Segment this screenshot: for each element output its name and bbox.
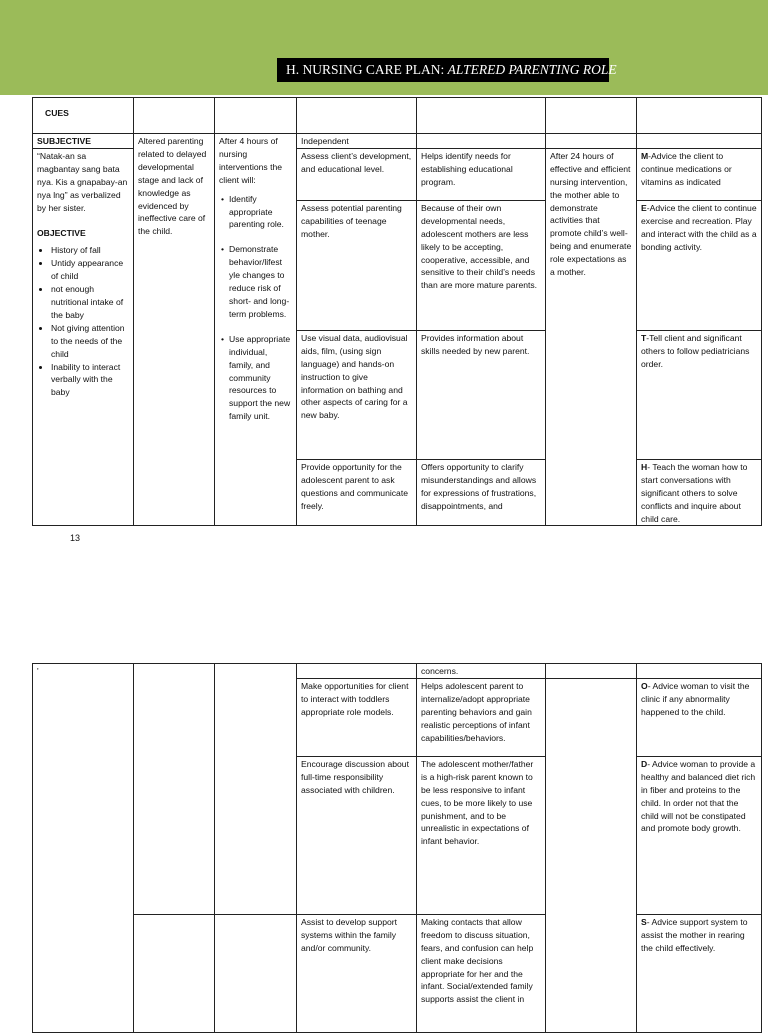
method-letter: M [641, 150, 649, 161]
cues-header-cell [33, 98, 134, 134]
empty-cell [637, 134, 762, 149]
intervention-text: Assess client’s development, and educational level. [301, 150, 412, 174]
subjective-text: “Natak-an sa magbantay sang bata nya. Kis a gnapabay-an nya lng” as verbalized by her sister. [37, 150, 128, 213]
intervention-text: Assess potential parenting capabilities of teenage mother. [301, 202, 402, 239]
subjective-label: SUBJECTIVE [37, 136, 91, 146]
header-cell [546, 98, 637, 134]
objective-item: • Identify appropriate parenting role. [229, 193, 292, 232]
method-letter: H [641, 461, 648, 472]
method-cell [637, 678, 762, 756]
intervention-cell [297, 459, 417, 526]
objectives-list [219, 193, 292, 424]
cues-cell [33, 664, 134, 1033]
intervention-cell [297, 200, 417, 330]
header-cell [134, 98, 215, 134]
rationale-text: Provides information about skills needed by new parent. [421, 332, 530, 356]
intervention-text: Encourage discussion about full-time responsibility associated with children. [301, 758, 409, 795]
objectives-intro: After 4 hours of nursing interventions the client will: [219, 136, 283, 185]
method-item [641, 680, 757, 719]
subjective-label-cell [33, 134, 134, 149]
empty-cell [637, 664, 762, 679]
care-plan-table-page2 [32, 663, 762, 1033]
objectives-cell [215, 664, 297, 915]
method-letter: S [641, 916, 647, 927]
intervention-cell [297, 914, 417, 1032]
method-item [641, 461, 757, 526]
intervention-cell [297, 148, 417, 200]
rationale-cell [417, 664, 546, 679]
cues-header: CUES [45, 108, 69, 118]
objective-item: • Use appropriate individual, family, and community resources to support the new family unit. [229, 333, 292, 423]
method-cell [637, 200, 762, 330]
header-cell [637, 98, 762, 134]
intervention-cell [297, 756, 417, 914]
objectives-cell [215, 914, 297, 1032]
method-text: -Advice the client to continue medications or vitamins as indicated [641, 150, 732, 187]
page-title [277, 58, 617, 82]
method-text: - Advice support system to assist the mother in rearing the child effectively. [641, 916, 748, 953]
intervention-text: Provide opportunity for the adolescent parent to ask questions and communicate freely. [301, 461, 409, 511]
objective-item: • Demonstrate behavior/lifest yle changes to reduce risk of short- and long-term problems. [229, 243, 292, 320]
diagnosis-cell [134, 134, 215, 526]
method-item [641, 758, 757, 835]
rationale-text: Because of their own developmental needs, adolescent mothers are less likely to be accepting, cooperative, accessible, and sensitive to their child’s needs than are more mature parents. [421, 202, 538, 291]
objective-cue-item: • Not giving attention to the needs of the child [51, 322, 129, 361]
diagnosis-cell [134, 664, 215, 915]
method-cell [637, 148, 762, 200]
method-letter: O [641, 680, 648, 691]
rationale-cell [417, 148, 546, 200]
method-text: - Advice woman to provide a healthy and balanced diet rich in fiber and proteins to the child. In order not that the child will not be constipated and promote body growth. [641, 758, 756, 834]
intervention-text: Use visual data, audiovisual aids, film, (using sign language) and hands-on instruction to give information on bathing and other aspects of caring for a new baby. [301, 332, 408, 421]
objectives-cell [215, 134, 297, 526]
method-letter: T [641, 332, 647, 343]
method-text: - Teach the woman how to start conversations with significant others to solve conflicts and inquire about child care. [641, 461, 748, 524]
intervention-text: Assist to develop support systems within the family and/or community. [301, 916, 398, 953]
rationale-text: Helps identify needs for establishing educational program. [421, 150, 513, 187]
title-prefix: H. NURSING CARE PLAN: [286, 62, 448, 77]
objective-cue-item: • not enough nutritional intake of the baby [51, 283, 129, 322]
evaluation-cell [546, 678, 637, 1032]
empty-cell [546, 134, 637, 149]
method-text: - Advice woman to visit the clinic if any abnormality happened to the child. [641, 680, 750, 717]
rationale-text: The adolescent mother/father is a high-risk parent known to be less responsive to infant cues, to be more likely to use punishment, and to be unrealistic in expectations of infant behavior. [421, 758, 534, 847]
empty-cell [297, 664, 417, 679]
method-text: -Tell client and significant others to follow pediatricians order. [641, 332, 750, 369]
method-item [641, 332, 757, 371]
title-italic: ALTERED PARENTING ROLE [447, 62, 617, 77]
rationale-text: concerns. [421, 666, 459, 676]
objective-cue-item: • Inability to interact verbally with the baby [51, 361, 129, 400]
rationale-text: Offers opportunity to clarify misunderstandings and allows for expressions of frustrations, disappointments, and [421, 461, 537, 511]
rationale-text: Helps adolescent parent to internalize/adopt appropriate parenting behaviors and gain realistic perceptions of infant capabilities/behaviors. [421, 680, 532, 743]
method-text: -Advice the client to continue exercise and recreation. Play and interact with the child as a bonding activity. [641, 202, 757, 252]
corner-mark: ' [37, 666, 39, 676]
evaluation-cell [546, 148, 637, 526]
cues-cell [33, 148, 134, 526]
rationale-cell [417, 756, 546, 914]
rationale-cell [417, 330, 546, 459]
header-cell [417, 98, 546, 134]
method-letter: E [641, 202, 647, 213]
objective-cue-item: • History of fall [51, 244, 129, 257]
page-number: 13 [70, 533, 81, 543]
method-letter: D [641, 758, 648, 769]
intervention-cell [297, 330, 417, 459]
objective-label: OBJECTIVE [37, 228, 86, 239]
diagnosis-cell [134, 914, 215, 1032]
evaluation-text: After 24 hours of effective and efficient nursing intervention, the mother able to demonstrate activities that promote child’s well-being and enumerate role expectations as a mother. [550, 150, 632, 278]
independent-label: Independent [301, 136, 349, 146]
rationale-cell [417, 200, 546, 330]
header-cell [215, 98, 297, 134]
method-cell [637, 330, 762, 459]
method-cell [637, 459, 762, 526]
method-cell [637, 914, 762, 1032]
header-banner [0, 0, 768, 95]
rationale-text: Making contacts that allow freedom to discuss situation, fears, and confusion can help client make decisions appropriate for her and the infant. Social/extended family supports assist the client in [421, 916, 534, 1005]
evaluation-cell [546, 664, 637, 679]
method-cell [637, 756, 762, 914]
empty-cell [417, 134, 546, 149]
objective-cues-list [37, 244, 129, 399]
intervention-text: Make opportunities for client to interact with toddlers appropriate role models. [301, 680, 409, 717]
care-plan-table-page1 [32, 97, 762, 526]
method-item [641, 916, 757, 955]
rationale-cell [417, 459, 546, 526]
intervention-cell [297, 678, 417, 756]
header-cell [297, 98, 417, 134]
method-item [641, 150, 757, 189]
rationale-cell [417, 678, 546, 756]
nursing-diagnosis: Altered parenting related to delayed developmental stage and lack of knowledge as evidenced by ineffective care of the child. [138, 136, 207, 237]
method-item [641, 202, 757, 254]
rationale-cell [417, 914, 546, 1032]
independent-label-cell [297, 134, 417, 149]
objective-cue-item: • Untidy appearance of child [51, 257, 129, 283]
